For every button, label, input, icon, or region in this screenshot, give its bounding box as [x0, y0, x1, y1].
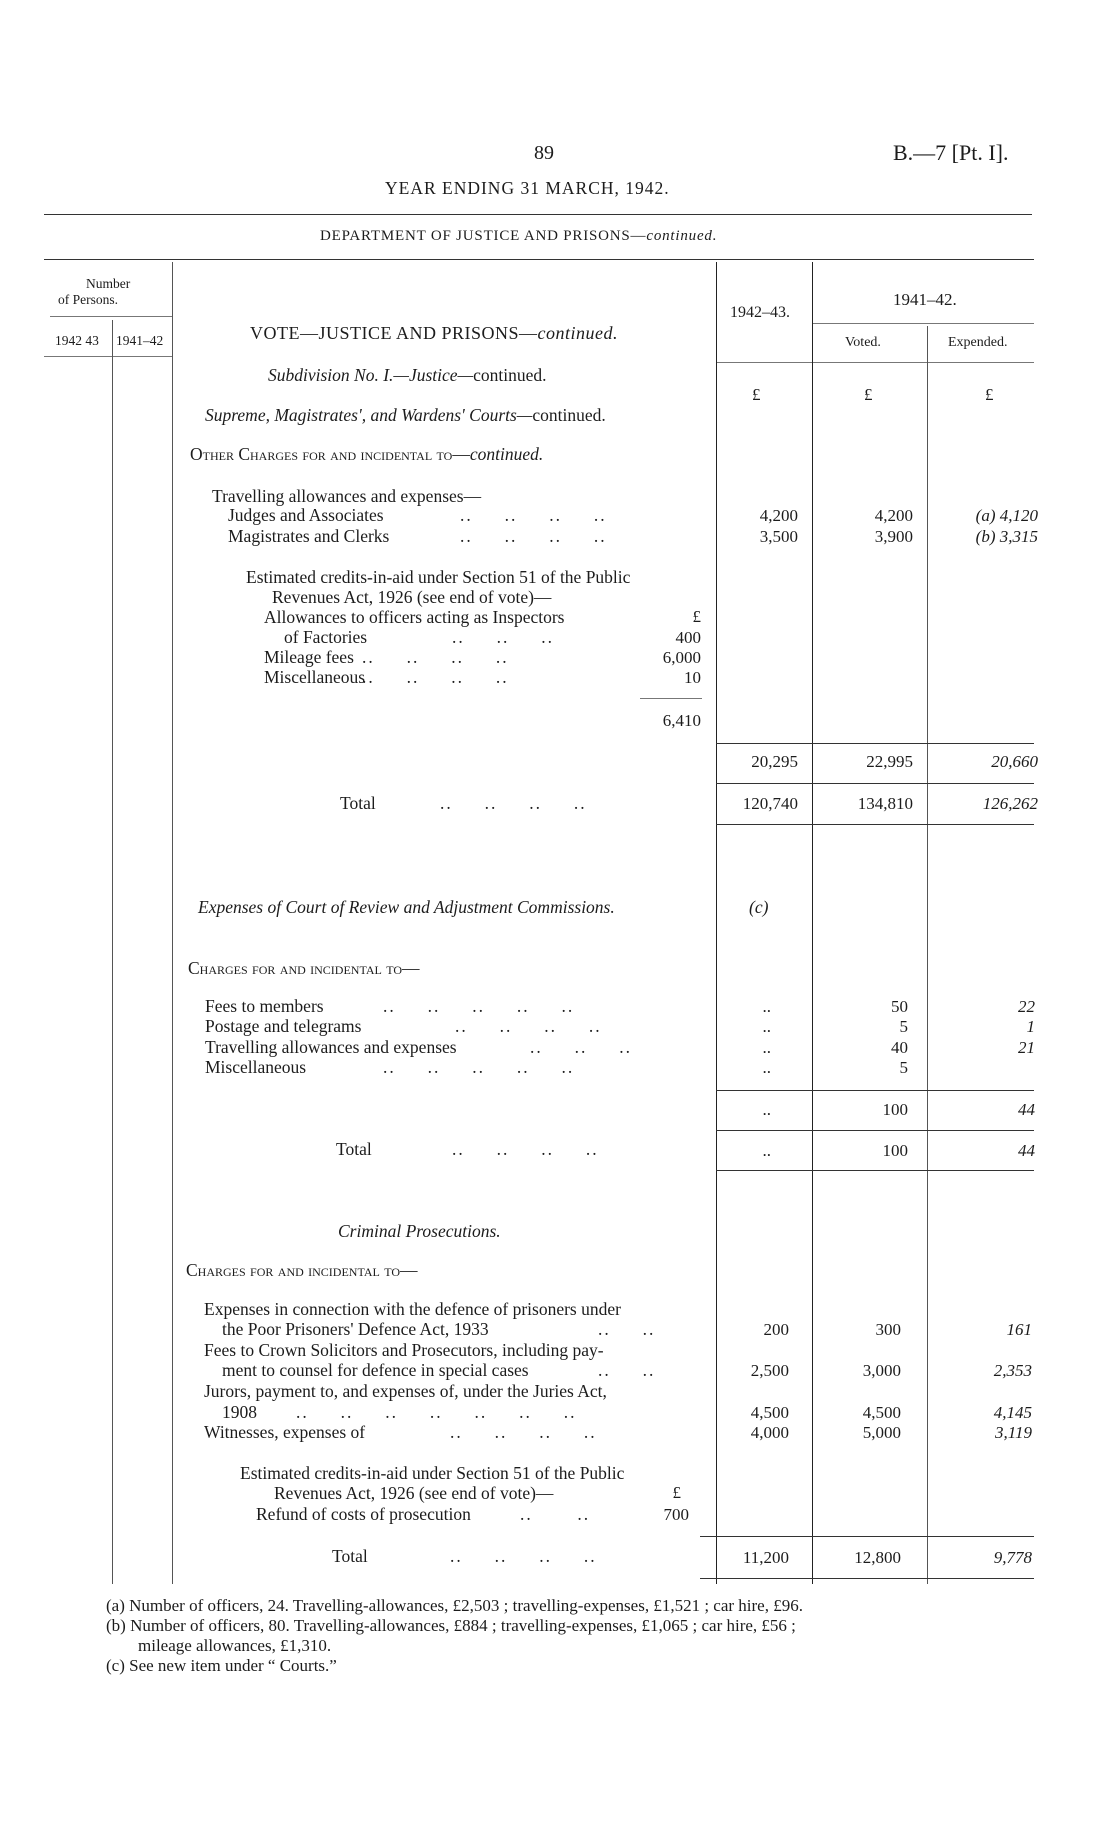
misc-label: Miscellaneous .. .. .. .. — [264, 667, 509, 687]
s1-subtotal-1942: 20,295 — [751, 752, 798, 771]
subdivision-text: Subdivision No. I.—Justice— — [268, 365, 474, 385]
jurors-voted: 4,500 — [862, 1403, 901, 1422]
list-item: Postage and telegrams .. .. .. .. — [205, 1016, 602, 1036]
row-voted: 50 — [891, 997, 908, 1016]
s3-credits-line-2: Revenues Act, 1926 (see end of vote)— — [274, 1483, 554, 1503]
courts-heading — [205, 405, 606, 426]
s1-total-1942: 120,740 — [742, 794, 798, 813]
credits-total: 6,410 — [662, 711, 701, 730]
row-voted: 40 — [891, 1038, 908, 1057]
magistrates-expended: (b) 3,315 — [975, 527, 1038, 546]
s1-total-rule — [716, 783, 1034, 784]
money-col-voted-rule — [927, 326, 928, 1584]
persons-header-rule — [50, 316, 172, 317]
refund-label: Refund of costs of prosecution .. .. — [256, 1504, 591, 1524]
other-charges-continued: continued. — [469, 444, 544, 464]
defence-expended: 161 — [1006, 1320, 1032, 1339]
s2-total-text: Total — [336, 1139, 372, 1159]
row-label: Fees to members — [205, 996, 324, 1016]
department-continued: continued. — [646, 228, 718, 244]
defence-line-1: Expenses in connection with the defence of prisoners under — [204, 1299, 621, 1319]
jurors-line-2: 1908 .. .. .. .. .. .. .. — [222, 1402, 577, 1422]
header-rule — [44, 214, 1032, 215]
court-review-title: Expenses of Court of Review and Adjustment Commissions. — [198, 897, 615, 917]
jurors-text: 1908 — [222, 1402, 257, 1422]
s2-total-voted: 100 — [882, 1141, 908, 1160]
judges-label: Judges and Associates .. .. .. .. — [228, 505, 607, 525]
row-1942: .. — [762, 1058, 771, 1077]
s2-charges-heading: Charges for and incidental to— — [188, 958, 420, 978]
courts-text: Supreme, Magistrates', and Wardens' Courts— — [205, 405, 533, 425]
s1-total-expended: 126,262 — [982, 794, 1038, 813]
court-review-note: (c) — [749, 897, 769, 917]
refund-value: 700 — [663, 1505, 689, 1524]
row-label: Postage and telegrams — [205, 1016, 362, 1036]
row-expended: 21 — [1018, 1038, 1035, 1057]
footnote-b-continued: mileage allowances, £1,310. — [138, 1636, 332, 1655]
row-expended: 1 — [1026, 1017, 1035, 1036]
s2-subtotal-expended: 44 — [1018, 1100, 1035, 1119]
table-top-rule — [44, 259, 1034, 260]
persons-col-1942: 1942 43 — [55, 333, 99, 348]
crown-fees-1942: 2,500 — [750, 1361, 789, 1380]
s3-total-1942: 11,200 — [742, 1548, 789, 1567]
money-col-left-rule — [716, 262, 717, 1584]
s2-total-bottom-rule — [716, 1170, 1034, 1171]
department-name: DEPARTMENT OF JUSTICE AND PRISONS— — [320, 228, 647, 244]
credits-line-1: Estimated credits-in-aid under Section 51 of the Public — [246, 567, 631, 587]
col-1941-42-header: 1941–42. — [893, 290, 957, 309]
crown-fees-expended: 2,353 — [993, 1361, 1032, 1380]
expended-header: Expended. — [948, 335, 1008, 350]
other-charges-text: Other Charges for and incidental to— — [190, 444, 470, 464]
vote-title-continued: continued. — [537, 323, 619, 343]
s2-total-rule — [716, 1130, 1034, 1131]
crown-fees-text: ment to counsel for defence in special cases — [222, 1360, 529, 1380]
credits-pound-sign: £ — [692, 607, 701, 626]
s3-credits-pound-sign: £ — [672, 1483, 681, 1502]
voted-header: Voted. — [845, 335, 881, 350]
witnesses-voted: 5,000 — [862, 1423, 901, 1442]
list-item: Miscellaneous .. .. .. .. .. — [205, 1057, 575, 1077]
s2-total-expended: 44 — [1018, 1141, 1035, 1160]
refund-text: Refund of costs of prosecution — [256, 1504, 471, 1524]
defence-voted: 300 — [875, 1320, 901, 1339]
judges-expended: (a) 4,120 — [975, 506, 1038, 525]
s3-total-label: Total .. .. .. .. — [332, 1546, 597, 1566]
judges-text: Judges and Associates — [228, 505, 384, 525]
voted-expended-rule — [812, 323, 1034, 324]
vote-title — [250, 323, 618, 344]
footnote-c: (c) See new item under “ Courts.” — [106, 1656, 337, 1675]
defence-text: the Poor Prisoners' Defence Act, 1933 — [222, 1319, 489, 1339]
persons-header-line2: of Persons. — [58, 292, 118, 307]
s3-total-voted: 12,800 — [854, 1548, 901, 1567]
row-expended: 22 — [1018, 997, 1035, 1016]
magistrates-1942: 3,500 — [759, 527, 798, 546]
witnesses-expended: 3,119 — [995, 1423, 1032, 1442]
witnesses-1942: 4,000 — [750, 1423, 789, 1442]
courts-continued: continued. — [532, 405, 606, 425]
row-1942: .. — [762, 1017, 771, 1036]
pound-sign-voted: £ — [864, 385, 873, 404]
persons-subheader-rule — [44, 356, 172, 357]
misc-text: Miscellaneous — [264, 667, 366, 687]
allowances-line-1: Allowances to officers acting as Inspectors — [264, 607, 565, 627]
persons-col-divider — [112, 320, 113, 1584]
document-reference: B.—7 [Pt. I]. — [893, 140, 1009, 165]
judges-1942: 4,200 — [759, 506, 798, 525]
col-1942-43-header: 1942–43. — [730, 304, 790, 321]
list-item: Travelling allowances and expenses .. .. .. — [205, 1037, 632, 1057]
magistrates-voted: 3,900 — [874, 527, 913, 546]
s3-total-expended: 9,778 — [993, 1548, 1032, 1567]
allowances-value: 400 — [675, 628, 701, 647]
persons-col-1941: 1941–42 — [116, 333, 164, 348]
s2-subtotal-rule — [716, 1090, 1034, 1091]
s1-subtotal-expended: 20,660 — [991, 752, 1038, 771]
row-1942: .. — [762, 997, 771, 1016]
footnote-a: (a) Number of officers, 24. Travelling-allowances, £2,503 ; travelling-expenses, £1,521 ; car hire, £96. — [106, 1596, 803, 1615]
s3-charges-heading: Charges for and incidental to— — [186, 1260, 418, 1280]
year-heading: YEAR ENDING 31 MARCH, 1942. — [385, 178, 670, 198]
s3-total-rule — [700, 1536, 1034, 1537]
jurors-expended: 4,145 — [993, 1403, 1032, 1422]
judges-voted: 4,200 — [874, 506, 913, 525]
allowances-text: of Factories — [284, 627, 368, 647]
s1-total-voted: 134,810 — [857, 794, 913, 813]
row-voted: 5 — [899, 1017, 908, 1036]
list-item: Fees to members .. .. .. .. .. — [205, 996, 575, 1016]
witnesses-label: Witnesses, expenses of .. .. .. .. — [204, 1422, 597, 1442]
footnote-b: (b) Number of officers, 80. Travelling-allowances, £884 ; travelling-expenses, £1,065 ; car hire, £56 ; — [106, 1616, 796, 1635]
persons-col-right-rule — [172, 262, 173, 1584]
pound-sign-1942: £ — [752, 385, 761, 404]
row-1942: .. — [762, 1038, 771, 1057]
money-header-rule — [717, 362, 1034, 363]
mileage-text: Mileage fees — [264, 647, 354, 667]
crown-fees-line-2: ment to counsel for defence in special cases .. .. — [222, 1360, 656, 1380]
criminal-prosecutions-title: Criminal Prosecutions. — [338, 1221, 501, 1241]
s1-total-label: Total .. .. .. .. — [340, 793, 587, 813]
crown-fees-line-1: Fees to Crown Solicitors and Prosecutors, including pay- — [204, 1340, 604, 1360]
defence-line-2: the Poor Prisoners' Defence Act, 1933 .. .. — [222, 1319, 656, 1339]
s2-total-label: Total .. .. .. .. — [336, 1139, 599, 1159]
s2-subtotal-voted: 100 — [882, 1100, 908, 1119]
s2-total-1942: .. — [762, 1141, 771, 1160]
s1-total-bottom-rule — [716, 824, 1034, 825]
s2-subtotal-1942: .. — [762, 1100, 771, 1119]
credits-sum-rule — [640, 698, 702, 699]
row-voted: 5 — [899, 1058, 908, 1077]
subdivision-heading — [268, 365, 547, 386]
credits-line-2: Revenues Act, 1926 (see end of vote)— — [272, 587, 552, 607]
subdivision-continued: continued. — [473, 365, 547, 385]
jurors-line-1: Jurors, payment to, and expenses of, under the Juries Act, — [204, 1381, 607, 1401]
page-number: 89 — [534, 142, 554, 164]
jurors-1942: 4,500 — [750, 1403, 789, 1422]
vote-title-text: VOTE—JUSTICE AND PRISONS— — [250, 323, 538, 343]
magistrates-label: Magistrates and Clerks .. .. .. .. — [228, 526, 607, 546]
persons-header-line1: Number — [86, 276, 131, 291]
row-label: Travelling allowances and expenses — [205, 1037, 457, 1057]
mileage-value: 6,000 — [662, 648, 701, 667]
travel-heading: Travelling allowances and expenses— — [212, 486, 482, 506]
s1-total-text: Total — [340, 793, 376, 813]
allowances-line-2: of Factories .. .. .. — [284, 627, 554, 647]
s3-credits-line-1: Estimated credits-in-aid under Section 51 of the Public — [240, 1463, 625, 1483]
magistrates-text: Magistrates and Clerks — [228, 526, 390, 546]
defence-1942: 200 — [763, 1320, 789, 1339]
s1-subtotal-voted: 22,995 — [866, 752, 913, 771]
pound-sign-expended: £ — [985, 385, 994, 404]
mileage-label: Mileage fees .. .. .. .. — [264, 647, 509, 667]
witnesses-text: Witnesses, expenses of — [204, 1422, 366, 1442]
crown-fees-voted: 3,000 — [862, 1361, 901, 1380]
misc-value: 10 — [684, 668, 701, 687]
money-col-1942-rule — [812, 262, 813, 1584]
row-label: Miscellaneous — [205, 1057, 307, 1077]
department-heading — [320, 228, 717, 245]
other-charges-heading — [190, 444, 543, 465]
s1-subtotal-rule — [716, 743, 1034, 744]
s3-total-bottom-rule — [700, 1578, 1034, 1579]
s3-total-text: Total — [332, 1546, 368, 1566]
